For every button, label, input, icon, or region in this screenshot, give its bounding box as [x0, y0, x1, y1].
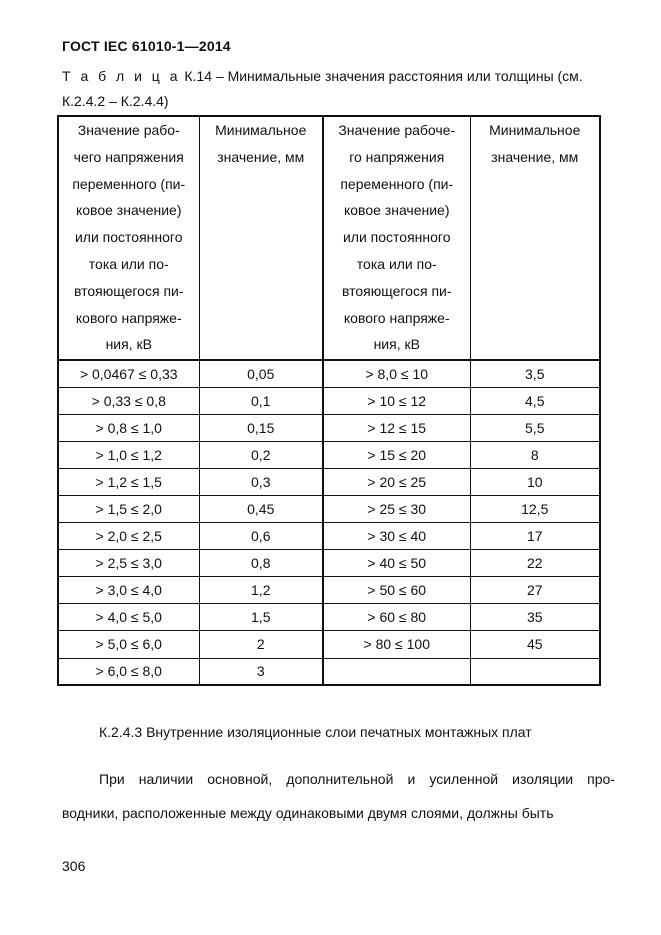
header-line: го напряжения — [349, 148, 445, 165]
paragraph-line-1: При наличии основной, дополнительной и усиленной изоляции про- — [99, 771, 615, 787]
header-line: втояющегося пи- — [341, 282, 452, 299]
min-value-right-cell — [470, 658, 600, 685]
header-min-value-right — [470, 116, 600, 360]
voltage-right-cell: > 8,0 ≤ 10 — [323, 360, 470, 387]
voltage-right-cell: > 12 ≤ 15 — [323, 414, 470, 441]
voltage-left-cell: > 5,0 ≤ 6,0 — [58, 631, 199, 658]
min-value-left-cell: 0,2 — [199, 441, 323, 468]
table-row — [58, 387, 600, 414]
voltage-left-cell: > 0,0467 ≤ 0,33 — [58, 360, 199, 387]
header-line: втояющегося пи- — [73, 282, 184, 299]
header-line: Значение рабоче- — [338, 122, 456, 138]
table-row — [58, 414, 600, 441]
section-heading: К.2.4.3 Внутренние изоляционные слои печатных монтажных плат — [99, 724, 532, 740]
table-row — [58, 441, 600, 468]
min-value-right-cell: 27 — [470, 577, 600, 604]
paragraph-line-2: водники, расположенные между одинаковыми двумя слоями, должны быть — [62, 805, 554, 821]
header-min-value-left — [199, 116, 323, 360]
voltage-right-cell: > 10 ≤ 12 — [323, 387, 470, 414]
header-line: ковое значение) — [343, 202, 450, 219]
min-value-left-cell: 0,05 — [199, 360, 323, 387]
voltage-right-cell: > 50 ≤ 60 — [323, 577, 470, 604]
clearance-table — [57, 115, 601, 686]
header-line: переменного (пи- — [340, 175, 454, 192]
min-value-left-cell: 0,3 — [199, 468, 323, 495]
header-line: чего напряжения — [73, 148, 184, 165]
voltage-right-cell: > 25 ≤ 30 — [323, 495, 470, 522]
min-value-right-cell: 17 — [470, 523, 600, 550]
min-value-left-cell: 0,15 — [199, 414, 323, 441]
header-line: переменного (пи- — [72, 175, 186, 192]
min-value-left-cell: 0,8 — [199, 550, 323, 577]
min-value-left-cell: 0,45 — [199, 495, 323, 522]
header-line: тока или по- — [356, 255, 437, 272]
min-value-right-cell: 45 — [470, 631, 600, 658]
voltage-left-cell: > 2,5 ≤ 3,0 — [58, 550, 199, 577]
min-value-right-cell: 22 — [470, 550, 600, 577]
min-value-right-cell: 35 — [470, 604, 600, 631]
voltage-left-cell: > 3,0 ≤ 4,0 — [58, 577, 199, 604]
table-row — [58, 577, 600, 604]
voltage-left-cell: > 6,0 ≤ 8,0 — [58, 658, 199, 685]
table-row — [58, 468, 600, 495]
table-row — [58, 604, 600, 631]
header-line: Минимальное — [215, 122, 307, 138]
table-caption-text: К.14 – Минимальные значения расстояния или толщины (см. К.2.4.2 – К.2.4.4) — [62, 68, 583, 109]
table-row — [58, 550, 600, 577]
min-value-right-cell: 10 — [470, 468, 600, 495]
header-line: кового напряже- — [75, 309, 182, 326]
voltage-right-cell: > 40 ≤ 50 — [323, 550, 470, 577]
min-value-right-cell: 8 — [470, 441, 600, 468]
voltage-right-cell — [323, 658, 470, 685]
header-line: ния, кВ — [373, 336, 420, 353]
min-value-left-cell: 1,2 — [199, 577, 323, 604]
header-voltage-right — [323, 116, 470, 360]
voltage-right-cell: > 60 ≤ 80 — [323, 604, 470, 631]
voltage-left-cell: > 0,8 ≤ 1,0 — [58, 414, 199, 441]
header-voltage-left — [58, 116, 199, 360]
header-line: ковое значение) — [75, 202, 182, 219]
min-value-left-cell: 0,1 — [199, 387, 323, 414]
header-line: или постоянного — [74, 229, 183, 246]
min-value-right-cell: 4,5 — [470, 387, 600, 414]
voltage-left-cell: > 1,0 ≤ 1,2 — [58, 441, 199, 468]
voltage-left-cell: > 2,0 ≤ 2,5 — [58, 523, 199, 550]
voltage-left-cell: > 1,2 ≤ 1,5 — [58, 468, 199, 495]
voltage-left-cell: > 0,33 ≤ 0,8 — [58, 387, 199, 414]
table-caption — [62, 64, 622, 114]
table-row — [58, 631, 600, 658]
header-line: значение, мм — [217, 148, 305, 165]
header-line: кового напряже- — [343, 309, 450, 326]
voltage-left-cell: > 1,5 ≤ 2,0 — [58, 495, 199, 522]
min-value-left-cell: 2 — [199, 631, 323, 658]
min-value-right-cell: 3,5 — [470, 360, 600, 387]
header-line: Минимальное — [489, 122, 581, 138]
table-caption-prefix: Т а б л и ц а — [62, 68, 181, 84]
table-row — [58, 658, 600, 685]
header-line: Значение рабо- — [77, 122, 180, 138]
min-value-left-cell: 0,6 — [199, 523, 323, 550]
min-value-left-cell: 1,5 — [199, 604, 323, 631]
header-line: тока или по- — [88, 255, 169, 272]
voltage-right-cell: > 80 ≤ 100 — [323, 631, 470, 658]
header-line: ния, кВ — [105, 336, 152, 353]
min-value-right-cell: 5,5 — [470, 414, 600, 441]
header-line: значение, мм — [491, 148, 579, 165]
voltage-right-cell: > 15 ≤ 20 — [323, 441, 470, 468]
min-value-left-cell: 3 — [199, 658, 323, 685]
table-header-row — [58, 116, 600, 360]
table-row — [58, 495, 600, 522]
voltage-right-cell: > 20 ≤ 25 — [323, 468, 470, 495]
table-row — [58, 360, 600, 387]
header-line: или постоянного — [342, 229, 451, 246]
voltage-left-cell: > 4,0 ≤ 5,0 — [58, 604, 199, 631]
standard-designation: ГОСТ IEC 61010-1—2014 — [62, 38, 231, 54]
table-row — [58, 523, 600, 550]
min-value-right-cell: 12,5 — [470, 495, 600, 522]
voltage-right-cell: > 30 ≤ 40 — [323, 523, 470, 550]
page-number: 306 — [62, 858, 86, 874]
